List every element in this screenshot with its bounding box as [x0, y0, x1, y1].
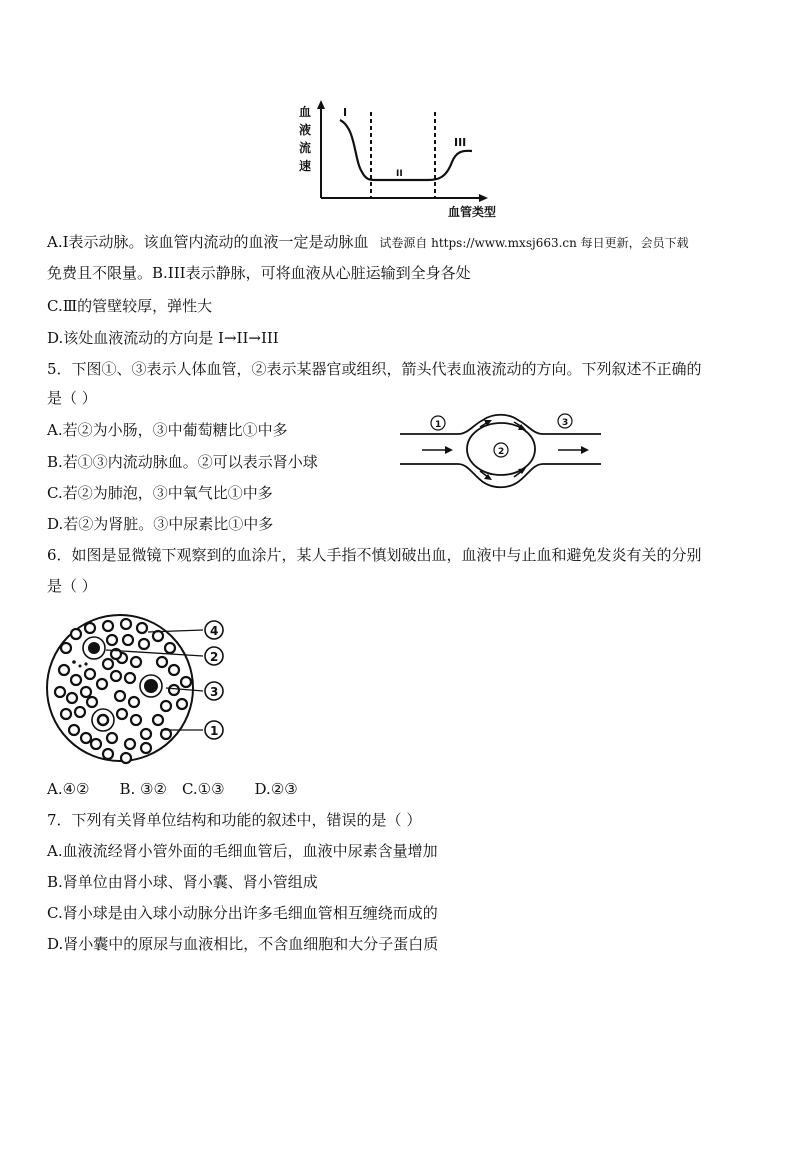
red-blood-cell	[67, 693, 77, 703]
red-blood-cell	[81, 687, 91, 697]
q7-option-a: A.血液流经肾小管外面的毛细血管后，血液中尿素含量增加	[47, 842, 438, 860]
flow-speed-figure	[296, 100, 506, 222]
q6-stem-1: 6．如图是显微镜下观察到的血涂片，某人手指不慎划破出血，血液中与止血和避免发炎有关的分别	[47, 546, 702, 564]
white-blood-cell-2	[140, 675, 162, 697]
red-blood-cell	[165, 643, 175, 653]
y-axis-arrow	[317, 100, 325, 109]
red-blood-cell	[55, 687, 65, 697]
q7-option-d: D.肾小囊中的原尿与血液相比，不含血细胞和大分子蛋白质	[47, 935, 439, 953]
red-blood-cell	[123, 635, 133, 645]
q4-option-a-line	[47, 232, 689, 253]
q7-stem: 7．下列有关肾单位结构和功能的叙述中，错误的是（ ）	[47, 811, 422, 829]
label-2: 2	[498, 447, 505, 457]
red-blood-cell	[157, 657, 167, 667]
red-blood-cell	[87, 697, 97, 707]
red-blood-cell	[71, 675, 81, 685]
flow-curve	[340, 120, 472, 180]
red-blood-cell	[121, 753, 131, 763]
red-blood-cell	[125, 673, 135, 683]
red-blood-cell	[153, 631, 163, 641]
red-blood-cell	[91, 739, 101, 749]
x-axis-arrow	[479, 194, 488, 202]
red-blood-cell	[153, 715, 163, 725]
arrow-right-head	[581, 446, 589, 454]
red-blood-cell	[59, 665, 69, 675]
red-blood-cell	[117, 709, 127, 719]
red-blood-cell	[97, 679, 107, 689]
red-blood-cell	[131, 715, 141, 725]
red-blood-cell	[141, 729, 151, 739]
red-blood-cell	[85, 623, 95, 633]
q5-option-b: B.若①③内流动脉血。②可以表示肾小球	[47, 453, 318, 471]
q6-options: A.④② B. ③② C.①③ D.②③	[47, 780, 298, 798]
red-blood-cell	[139, 639, 149, 649]
fig4-ylabel-1: 血	[299, 105, 312, 119]
fig4-seg2: II	[396, 169, 403, 179]
label-3b: 3	[210, 685, 219, 699]
red-blood-cell	[181, 677, 191, 687]
q7-option-c: C.肾小球是由入球小动脉分出许多毛细血管相互缠绕而成的	[47, 904, 438, 922]
red-blood-cell	[71, 629, 81, 639]
red-blood-cell	[137, 623, 147, 633]
red-blood-cell	[103, 749, 113, 759]
q4-option-c: C.Ⅲ的管壁较厚，弹性大	[47, 297, 213, 315]
q5-stem-2: 是（ ）	[47, 389, 97, 407]
red-blood-cell	[111, 671, 121, 681]
q4-option-d: D.该处血液流动的方向是 I→II→III	[47, 329, 279, 347]
fig4-seg3: III	[454, 136, 467, 149]
red-blood-cell	[141, 743, 151, 753]
red-blood-cell	[107, 733, 117, 743]
q5-option-a: A.若②为小肠，③中葡萄糖比①中多	[47, 421, 288, 439]
blood-smear-figure	[46, 604, 236, 774]
red-blood-cell	[129, 697, 139, 707]
label-2b: 2	[210, 650, 219, 664]
red-blood-cell	[103, 621, 113, 631]
q6-stem-2: 是（ ）	[47, 577, 97, 595]
red-blood-cell	[81, 733, 91, 743]
red-blood-cell	[69, 725, 79, 735]
q5-option-d: D.若②为肾脏。③中尿素比①中多	[47, 515, 274, 533]
fig4-xlabel: 血管类型	[448, 205, 497, 219]
fig4-ylabel-2: 液	[299, 123, 312, 137]
fig4-ylabel-3: 流	[299, 141, 312, 155]
red-blood-cell	[85, 669, 95, 679]
red-blood-cell	[131, 657, 141, 667]
q7-option-b: B.肾单位由肾小球、肾小囊、肾小管组成	[47, 873, 318, 891]
red-blood-cell	[61, 709, 71, 719]
watermark-text: 试卷源自 https://www.mxsj663.cn 每日更新，会员下载	[379, 236, 689, 250]
red-blood-cell	[177, 699, 187, 709]
red-blood-cell	[161, 701, 171, 711]
red-blood-cell	[61, 643, 71, 653]
q4-option-a: A.I表示动脉。该血管内流动的血液一定是动脉血	[47, 233, 369, 251]
arrow-left-head	[445, 446, 453, 454]
red-blood-cell	[169, 685, 179, 695]
vessel-organ-figure	[398, 405, 603, 500]
red-blood-cell	[103, 659, 113, 669]
red-blood-cell	[121, 619, 131, 629]
red-blood-cell	[115, 691, 125, 701]
fig4-seg1: I	[343, 106, 348, 119]
label-3: 3	[562, 418, 569, 428]
q5-option-c: C.若②为肺泡，③中氧气比①中多	[47, 484, 273, 502]
label-1b: 1	[210, 724, 219, 738]
white-blood-cell-1	[83, 637, 105, 659]
label-4: 4	[210, 624, 219, 638]
label-1: 1	[435, 420, 442, 430]
red-blood-cell	[169, 665, 179, 675]
red-blood-cell	[125, 739, 135, 749]
white-blood-cell-3	[92, 709, 114, 731]
red-blood-cell	[107, 635, 117, 645]
red-blood-cell	[75, 707, 85, 717]
fig4-ylabel-4: 速	[299, 159, 312, 173]
q4-option-a-cont: 免费且不限量。B.III表示静脉，可将血液从心脏运输到全身各处	[47, 264, 471, 282]
q5-stem-1: 5．下图①、③表示人体血管，②表示某器官或组织，箭头代表血液流动的方向。下列叙述不正确的	[47, 360, 702, 378]
